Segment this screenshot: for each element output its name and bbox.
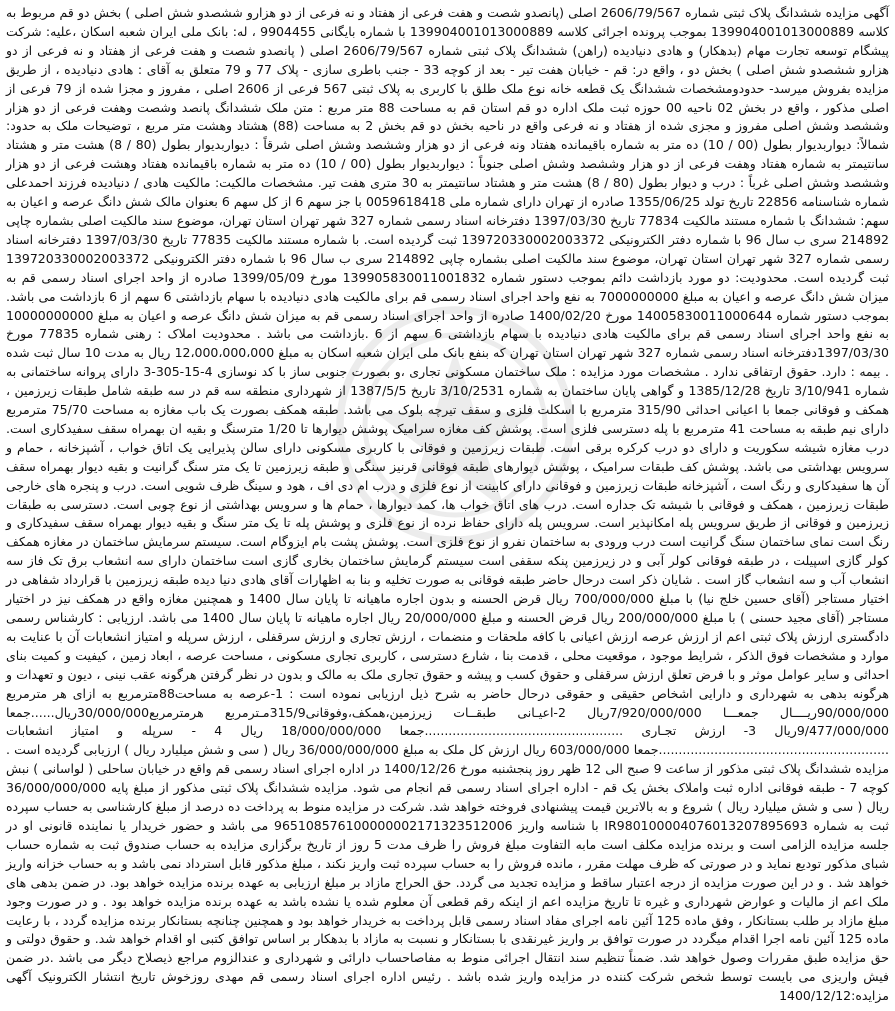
auction-notice-text: آگهی مزایده ششدانگ پلاک ثبتی شماره 2606/79/567 اصلی (پانصدو شصت و هفت فرعی از هفتاد و نه فرعی از دو هزارو ششصدو شش اصلی ) بخش دو قم مربوط به کلاسه 139904001013000889 بموجب پرونده اجرائی کلاسه 139904001013000889 با شماره بایگانی 9904455 ، له: بانک ملی ایران شعبه اسکان ،علیه: شرکت پیشگام توسعه تجارت مهام (بدهکار) و هادی دنیادیده (راهن) ششدانگ پلاک ثبتی شماره 2606/79/567 اصلی ( پانصدو شصت و هفت فرعی از هفتاد و نه فرعی از دو هزارو ششصدو شش اصلی ) بخش دو ، واقع در: قم - خیابان هفت تیر - بعد از کوچه 33 - جنب باطری سازی - پلاک 77 و 79 متعلق به آقای : هادی دنیادیده ، از طریق مزایده بفروش میرسد- حدودومشخصات ششدانگ یک قطعه خانه نوع ملک طلق با کاربری به پلاک ثبتی 567 فرعی از 2606 اصلی ، مفروز و مجزا شده از 79 فرعی از اصلی مذکور ، واقع در بخش 02 ناحیه 00 حوزه ثبت ملک اداره دو قم استان قم به مساحت 88 متر مربع : متن ملک ششدانگ پانصد وشصت وهفت فرعی از دو هزار وششصد وشش اصلی مفروز و مجزی شده از هفتاد و نه فرعی واقع در ناحیه بخش دو قم بخش 2 به مساحت (88) هشتاد وهشت متر مربع ، توضیحات ملک به حدود: شمالاً: دیواربدیوار بطول (00 / 10) ده متر به شماره باقیمانده هفتاد ونه فرعی از دو هزار وششصد وشش اصلی شرقاً : دیواربدیوار بطول (80 / 8) هشت متر و هشتاد سانتیمتر به شماره هفتاد وهفت فرعی از دو هزار وششصد وشش اصلی جنوباً : دیواربدیوار بطول (00 / 10) ده متر به شماره باقیمانده هفتاد وهشت فرعی از دو هزار وششصد وشش اصلی غرباً : درب و دیوار بطول (80 / 8) هشت متر و هشتاد سانتیمتر به 30 متری هفت تیر. مشخصات مالکیت: مالکیت هادی / دنیادیده فرزند احمدعلی شماره شناسنامه 22856 تاریخ تولد 1355/06/25 صادره از تهران دارای شماره ملی 0059618418 با جز سهم 6 از کل سهم 6 بعنوان مالک شش دانگ عرصه و اعیان به سهم: ششدانگ با شماره مستند مالکیت 77834 تاریخ 1397/03/30 دفترخانه اسناد رسمی شماره 327 شهر تهران استان تهران، موضوع سند مالکیت اصلی بشماره چاپی 214892 سری ب سال 96 با شماره دفتر الکترونیکی 139720330002003372 ثبت گردیده است. با شماره مستند مالکیت 77835 تاریخ 1397/03/30 دفترخانه اسناد رسمی شماره 327 شهر تهران استان تهران، موضوع سند مالکیت اصلی بشماره چاپی 214892 سری ب سال 96 با شماره دفتر الکترونیکی 139720330002003372 ثبت گردیده است. محدودیت: دو مورد بازداشت دائم بموجب دستور شماره 139905830011001832 مورخ 1399/05/09 صادره از واحد اجرای اسناد رسمی قم به میزان شش دانگ عرصه و اعیان به مبلغ 7000000000 به نفع واحد اجرای اسناد رسمی قم برای مالکیت هادی دنیادیده با سهام بازداشتی 6 سهم از 6 بازداشت می باشد. بموجب دستور شماره 14005830011000644 مورخ 1400/02/20 صادره از واحد اجرای اسناد رسمی قم به میزان شش دانگ عرصه و اعیان به مبلغ 10000000000 به نفع واحد اجرای اسناد رسمی قم برای مالکیت هادی دنیادیده با سهام بازداشتی 6 سهم از 6 .بازداشت می باشد . محدودیت املاک : رهنی شماره 77835 مورخ 1397/03/30دفترخانه اسناد رسمی شماره 327 شهر تهران استان تهران که بنفع بانک ملی ایران شعبه اسکان به مبلغ 12،000،000،000 ریال به مدت 10 سال ثبت شده . بیمه : دارد. حقوق ارتفاقی ندارد . مشخصات مورد مزایده : ملک ساختمان مسکونی تجاری ،و بصورت جنوبی ساز با کد نوسازی 4-15-305-3 دارای پروانه ساختمانی به شماره 3/10/941 تاریخ 1385/12/28 و گواهی پایان ساختمان به شماره 3/10/2531 تاریخ 1387/5/5 از شهرداری منطقه سه قم در سه طبقه شامل طبقات زیرزمین ، همکف و فوقانی جمعا با اعیانی احداثی 315/90 مترمربع با اسکلت فلزی و سقف تیرچه بلوک می باشد. طبقه همکف بصورت یک باب مغازه به مساحت 75/70 مترمربع دارای نیم طبقه به مساحت 41 مترمربع با پله دسترسی فلزی است. پوشش کف مغازه سرامیک پوشش دیوارها تا 1/20 مترسنگ و بقیه ان بهمراه سقف سفیدکاری است. درب مغازه شیشه سکوریت و دارای دو درب کرکره برقی است. طبقات زیرزمین و فوقانی با کاربری مسکونی دارای سالن پذیرایی یک اتاق خواب ، آشپزخانه ، حمام و سرویس بهداشتی می باشد. پوشش کف طبقات سرامیک ، پوشش دیوارهای طبقه فوقانی قرنیز سنگی و طبقه زیرزمین تا یک متر سنگ گرانیت و بقیه دیوار بهمراه سقف آن ها سفیدکاری و رنگ است ، آشپزخانه طبقات زیرزمین و فوقانی دارای کابینت از نوع فلزی و درب ام دی اف ، هود و سینگ ظرف شویی است. درب و پنجره های خارجی طبقات زیرزمین ، همکف و فوقانی با شیشه تک جداره است. درب های اتاق خواب ها، کمد دیوارها ، حمام ها و سرویس بهداشتی از نوع چوبی است. دسترسی به طبقات زیرزمین و فوقانی از طریق سرویس پله امکانپذیر است. سرویس پله دارای حفاظ نرده از نوع فلزی و پوشش پله تا یک متر سنگ و بقیه دیوار بهمراه سقف سفیدکاری و رنگ است نمای ساختمان سنگ گرانیت است درب ورودی به ساختمان نفرو از نوع فلزی است. پوشش پشت بام ایزوگام است. سیستم سرمایش ساختمان در مغازه همکف کولر گازی اسپیلت ، در طبقه فوقانی کولر آبی و در زیرزمین پنکه سقفی است سیستم گرمایش ساختمان بخاری گازی است ساختمان دارای سه انشعاب برق تک فاز سه انشعاب آب و سه انشعاب گاز است . شایان ذکر است درحال حاضر طبقه فوقانی به صورت تخلیه و بنا به اظهارات آقای هادی دنیا دیده طبقه زیرزمین با قرارداد شفاهی در اختیار مستاجر (آقای حسین خلج نیا) با مبلغ 700/000/000 ریال قرض الحسنه و بدون اجاره ماهیانه تا پایان سال 1400 و همچنین مغازه واقع در همکف نیز در اختیار مستاجر (آقای مجید حسنی ) با مبلغ 200/000/000 ریال قرض الحسنه و مبلغ 20/000/000 ریال اجاره ماهیانه تا پایان سال 1400 می باشد. ارزیابی : کارشناس رسمی دادگستری ارزش پلاک ثبتی اعم از ارزش عرصه ارزش اعیانی با کافه ملحقات و منضمات ، ارزش تجاری و ارزش سرقفلی ، ارزش سرپله و امتیاز انشعابات آن با عنایت به موارد و مشخصات فوق الذکر ، شرایط موجود ، موقعیت محلی ، قدمت بنا ، شارع دسترسی ، کاربری تجاری مسکونی ، مساحت عرصه ، ابعاد زمین ، کیفیت و کمیت بنای احداثی و سایر عوامل موثر و با فرض تعلق ارزش سرقفلی و حقوق کسب و پیشه و حقوق تجاری ملک به مالک و بدون در نظر گرفتن هرگونه عقب نینی ، دیون و تعهدات و هرگونه بدهی به شهرداری و دارایی اشخاص حقیقی و حقوقی درحال حاضر به شرح ذیل ارزیابی نموده است : 1-عرصه به مساحت88مترمربع به ازای هر مترمربع 90/000/000ریــــال جمعـــا 7/920/000/000ریال 2-اعیـانی طبقــات زیرزمین،همکف،وفوقانی315/9مـترمربع هرمترمربع30/000/000ریال......جمعا 9/477/000/000ریال 3- ارزش تجـاری ..................................................جمعا 18/000/000/000 ریال 4 - سرپله و امتیاز انشعابات ..........................................................جمعا 603/000/000 ریال ارزش کل ملک به مبلغ 36/000/000/000 ریال ( سی و شش میلیارد ریال ) ارزیابی گردیده است . مزایده ششدانگ پلاک ثبتی مذکور از ساعت 9 صبح الی 12 ظهر روز پنجشنبه مورخ 1400/12/26 در اداره اجرای اسناد رسمی قم واقع در خیابان ساحلی ( لواسانی ) نبش کوچه 7 - طبقه فوقانی اداره ثبت واملاک بخش یک قم - اداره اجرای اسناد رسمی قم انجام می شود. مزایده ششدانگ پلاک ثبتی مذکور از مبلغ پایه 36/000/000/000 ریال ( سی و شش میلیارد ریال ) شروع و به بالاترین قیمت پیشنهادی فروخته خواهد شد. شرکت در مزایده منوط به پرداخت ده درصد از مبلغ کارشناسی به حساب سپرده ثبت به شماره IR980100004076013207895693 با شناسه واریز 965108576100000002171323512006 می باشد و حضور خریدار یا نماینده قانونی او در جلسه مزایده الزامی است و برنده مزایده مکلف است مابه التفاوت مبلغ فروش را ظرف مدت 5 روز از تاریخ برگزاری مزایده به حساب صندوق ثبت به شماره حساب شبای مذکور تودیع نماید و در صورتی که ظرف مهلت مقرر ، مانده فروش را به حساب سپرده ثبت واریز نکند ، مبلغ مذکور قابل استرداد نمی باشد و به حساب خزانه واریز خواهد شد . و در این صورت مزایده از درجه اعتبار ساقط و مزایده تجدید می گردد. حق الحراج مازاد بر مبلغ ارزیابی به عهده برنده مزایده خواهد بود. در ضمن بدهی های ملک اعم از مالیات و عوارض شهرداری و غیره تا تاریخ مزایده اعم از اینکه رقم قطعی آن معلوم شده یا نشده باشد به عهده برنده مزایده خواهد بود . و در صورت وجود مبلغ مازاد بر طلب بستانکار ، وفق ماده 125 آئین نامه اجرای مفاد اسناد رسمی قابل پرداخت به خریدار خواهد بود و همچنین چنانچه بستانکار برنده مزایده گردد ، با رعایت ماده 125 آئین نامه اجرا اقدام میگردد در صورت توافق بر واریز غیرنقدی با بستانکار و نسبت به مازاد با بدهکار بر اساس توافق کتبی او اقدام خواهد شد. و حقوق دولتی و حق مزایده طبق مقررات وصول خواهد شد. ضمناً تنظیم سند انتقال اجرائی منوط به مفاصاحساب دارائی و شهرداری و عندالزوم مراجع ذیصلاح دیگر می باشد .در ضمن فیش واریزی می بایست توسط شخص شرکت کننده در مزایده واریز شده باشد . رئیس اداره اجرای اسناد رسمی قم مهدی روزخوش تاریخ انتشار الکترونیک آگهی مزایده:1400/12/12 xyxy=(6,5,890,1004)
